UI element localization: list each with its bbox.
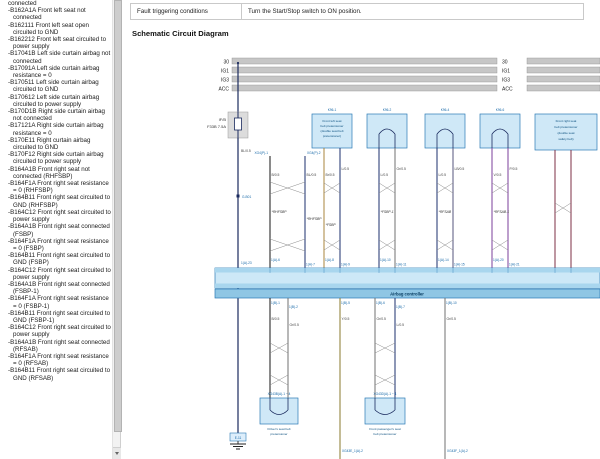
pin-label: 1(A)-14 bbox=[438, 258, 449, 262]
circuit-tag: *FSBP bbox=[325, 223, 336, 227]
sidebar-item[interactable]: - B164A1B Front right seat connected (FSBP) bbox=[8, 223, 111, 237]
sidebar-item[interactable]: - B164F1A Front right seat resistance = 0 (RHFSBP) bbox=[8, 180, 111, 194]
page-title: Schematic Circuit Diagram bbox=[132, 29, 229, 38]
sidebar-item[interactable]: - B162111 Front left seat open circuited to GND bbox=[8, 22, 111, 36]
sidebar-item[interactable]: - B162212 Front left seat circuited to power supply bbox=[8, 36, 111, 50]
pin-label: 1(B)-10 bbox=[446, 301, 457, 305]
wire-color-label: BL/0.5 bbox=[306, 173, 317, 177]
fault-conditions-table bbox=[130, 3, 584, 20]
bus-label: 30 bbox=[502, 59, 508, 66]
sidebar-item[interactable]: - B164B11 Front right seat circuited to GND (FSBP) bbox=[8, 252, 111, 266]
component-text: Front passenger's seat bbox=[369, 427, 401, 431]
component-text: Front left seat bbox=[322, 119, 342, 123]
wire-color-label: L/0.5 bbox=[438, 173, 447, 177]
scrollbar-thumb[interactable] bbox=[114, 0, 122, 432]
circuit-tag: *RHFSBP bbox=[306, 217, 322, 221]
wire-color-label: L/0.5 bbox=[396, 323, 405, 327]
sidebar-item[interactable]: - B164F1A Front right seat resistance = 0 (FSBP-1) bbox=[8, 295, 111, 309]
bottom-pretensioner-components bbox=[260, 392, 405, 436]
component-text: belt pretensioner bbox=[320, 124, 344, 128]
bus-label: IG1 bbox=[502, 68, 511, 75]
connector-label: XG43F_1(A)-2 bbox=[447, 449, 468, 453]
component-text: (double seat belt bbox=[320, 129, 344, 133]
connector-label: K96-6 bbox=[495, 108, 505, 112]
sidebar-item[interactable]: - B164A1B Front right seat connected (FSBP-1) bbox=[8, 281, 111, 295]
sidebar-scrollbar[interactable] bbox=[112, 0, 121, 459]
connector-label: XG4(P)-2 bbox=[307, 151, 321, 155]
circuit-tag: *RHFSBP bbox=[271, 210, 287, 214]
wire-color-label: Gr/0.5 bbox=[446, 317, 456, 321]
component-text: (double seat bbox=[557, 131, 575, 135]
sidebar-item[interactable]: - B164A1B Front right seat not connected (RHFSBP) bbox=[8, 166, 111, 180]
wire-color-label: V/0.5 bbox=[493, 173, 502, 177]
power-bus-bars bbox=[218, 58, 600, 93]
schematic-circuit-diagram bbox=[175, 48, 600, 459]
wire-color-label: Gr/0.5 bbox=[289, 323, 299, 327]
bus-label: ACC bbox=[218, 86, 229, 93]
pin-label: 1(A)-8 bbox=[325, 258, 334, 262]
condition-label-cell: Fault triggering conditions bbox=[131, 4, 242, 20]
ground-point-label: E-11 bbox=[234, 436, 242, 440]
pin-label: 1(B)-5 bbox=[341, 301, 350, 305]
component-text: pretensioner bbox=[270, 432, 288, 436]
pin-label: 1(A)-15 bbox=[454, 262, 465, 267]
pin-label: 1(A)-7 bbox=[306, 262, 315, 267]
wire-color-label: Gr/0.5 bbox=[376, 317, 386, 321]
sidebar-item[interactable]: - B164A1B Front right seat connected (RFSAB) bbox=[8, 339, 111, 353]
connector-label: XG4(P)-1 bbox=[254, 151, 268, 155]
fuse-label: IF/B bbox=[218, 117, 226, 122]
sidebar-item[interactable]: - B17121A Right side curtain airbag resistance = 0 bbox=[8, 122, 111, 136]
sidebar-item[interactable]: - B164B11 Front right seat circuited to GND (RHFSBP) bbox=[8, 194, 111, 208]
ground-symbol bbox=[230, 444, 246, 449]
wire-color-label: Y/0.5 bbox=[341, 317, 350, 321]
bus-label: IG3 bbox=[220, 77, 229, 84]
pin-label: 1(A)-20 bbox=[493, 258, 504, 262]
component-text: Front right seat bbox=[555, 119, 577, 123]
component-text: belt pretensioner bbox=[373, 432, 397, 436]
wire-color-label: P/0.5 bbox=[509, 167, 518, 171]
pin-label: 1(A)-10 bbox=[380, 258, 391, 262]
wire-color-label: LB/0.5 bbox=[454, 167, 465, 171]
pin-label: 1(A)-23 bbox=[241, 261, 252, 265]
sidebar-item[interactable]: - B17041B Left side curtain airbag not connected bbox=[8, 50, 111, 64]
wire-color-label: L/0.5 bbox=[380, 173, 389, 177]
condition-value-cell: Turn the Start/Stop switch to ON position. bbox=[242, 4, 584, 20]
lower-wires bbox=[267, 298, 468, 459]
sidebar-item[interactable]: - B162A1A Front left seat not connected bbox=[8, 7, 111, 21]
wire-color-label: Gr/0.5 bbox=[396, 167, 406, 171]
splice-label: G-B01 bbox=[242, 195, 252, 199]
circuit-tag: *RFSAB bbox=[438, 210, 452, 214]
component-text: pretensioner) bbox=[322, 134, 342, 138]
airbag-controller-band bbox=[215, 268, 600, 298]
connector-label: K96-4 bbox=[440, 108, 450, 112]
bus-label: 30 bbox=[223, 59, 229, 66]
pin-label: 1(B)-7 bbox=[396, 305, 405, 309]
sidebar-item[interactable]: - B164C12 Front right seat circuited to power supply bbox=[8, 324, 111, 338]
circuit-tag: *RFSAB-1 bbox=[493, 210, 510, 214]
connector-label: K96-1 bbox=[327, 108, 337, 112]
controller-title: Airbag controller bbox=[390, 291, 424, 297]
wire-color-label: B/0.5 bbox=[271, 173, 280, 177]
sidebar-item[interactable]: - B164F1A Front right seat resistance = 0 (RFSAB) bbox=[8, 353, 111, 367]
pin-label: 1(B)-2 bbox=[289, 305, 298, 309]
sidebar-item[interactable]: - B164B11 Front right seat circuited to GND (FSBP-1) bbox=[8, 310, 111, 324]
pin-label: 1(A)-9 bbox=[341, 262, 350, 267]
sidebar-item[interactable]: - B164C12 Front right seat circuited to power supply bbox=[8, 209, 111, 223]
bus-label: ACC bbox=[502, 86, 513, 93]
pretensioner-components bbox=[312, 108, 597, 150]
sidebar-item[interactable]: - B164F1A Front right seat resistance = 0 (FSBP) bbox=[8, 238, 111, 252]
pin-label: 1(B)-1 bbox=[271, 301, 280, 305]
sidebar-item[interactable]: - B170511 Left side curtain airbag circuited to GND bbox=[8, 79, 111, 93]
sidebar-item[interactable]: - B170F12 Right side curtain airbag circuited to power supply bbox=[8, 151, 111, 165]
table-row bbox=[131, 4, 584, 20]
fuse-rating-label: F33B 7.5A bbox=[207, 124, 226, 129]
pin-label: 1(B)-6 bbox=[376, 301, 385, 305]
pin-label: 1(A)-21 bbox=[509, 262, 520, 267]
sidebar-item[interactable]: - B170E11 Right curtain airbag circuited to GND bbox=[8, 137, 111, 151]
bus-label: IG3 bbox=[502, 77, 511, 84]
component-text: safety belt) bbox=[558, 137, 574, 141]
dtc-sidebar bbox=[8, 0, 111, 459]
scroll-down-button[interactable] bbox=[113, 447, 121, 459]
sidebar-item[interactable]: - B164C12 Front right seat circuited to power supply bbox=[8, 267, 111, 281]
sidebar-item[interactable]: - B170612 Left side curtain airbag circuited to power supply bbox=[8, 94, 111, 108]
wire-color-label: B/0.5 bbox=[271, 317, 280, 321]
wire-color-label: Br/0.5 bbox=[325, 173, 335, 177]
sidebar-item[interactable]: - B164B11 Front right seat circuited to GND (RFSAB) bbox=[8, 367, 111, 381]
wire-color-label: L/0.5 bbox=[341, 167, 350, 171]
wire-color-label: BL/0.5 bbox=[241, 149, 251, 153]
connector-label: XG43B(A)-1 ~ 4 bbox=[267, 392, 291, 396]
upper-wires bbox=[255, 148, 571, 268]
scroll-down-icon bbox=[115, 452, 119, 455]
circuit-tag: *FSBP-1 bbox=[380, 210, 394, 214]
bus-label: IG1 bbox=[220, 68, 229, 75]
connector-label: K96-2 bbox=[382, 108, 392, 112]
sidebar-item[interactable]: - B17091A Left side curtain airbag resistance = 0 bbox=[8, 65, 111, 79]
sidebar-item[interactable]: - B170D1B Right side curtain airbag not connected bbox=[8, 108, 111, 122]
pin-label: 1(A)-6 bbox=[271, 258, 280, 262]
sidebar-item[interactable]: connected bbox=[8, 0, 37, 7]
component-text: belt pretensioner bbox=[554, 125, 578, 129]
component-text: Driver's seat belt bbox=[267, 427, 291, 431]
pin-label: 1(A)-11 bbox=[396, 262, 407, 267]
connector-label: XG43E_1(A)-2 bbox=[342, 449, 363, 453]
twisted-pair-crosses bbox=[270, 343, 395, 385]
connector-label: XG43D(A)-1 ~ 4 bbox=[373, 392, 397, 396]
